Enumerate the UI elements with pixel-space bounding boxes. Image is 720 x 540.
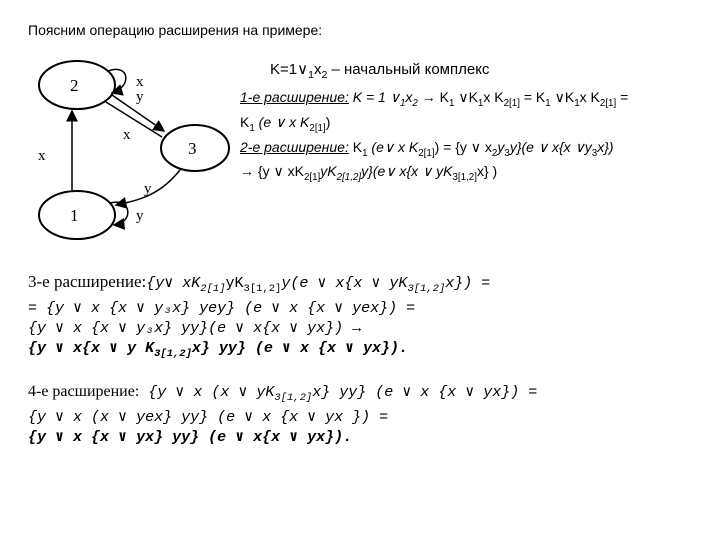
edge-label-loop2-y: y	[136, 89, 144, 105]
edge-label-3-1: y	[144, 181, 152, 197]
state-graph	[30, 55, 230, 250]
ext3-line4: {y ∨ x{x ∨ y $K_{3[1,2]}x$} yy} (e ∨ x {x ∨ yx}).	[28, 340, 408, 360]
ext4-line3: {y ∨ x {x ∨ yx} yy} (e ∨ x{x ∨ yx}).	[28, 429, 353, 446]
edge-label-loop1-y: y	[136, 208, 144, 224]
edge-label-2-3: x	[123, 127, 131, 143]
ext1-line1: 1-е расширение: K = 1 $\vee_1x_2 \to K_1$ $\vee K_1x$ $K_{2[1]} = K_1$ $\vee K_1x$ $K_{2[1]}$ =	[240, 89, 629, 109]
extensions-1-2-block	[240, 88, 628, 187]
edge-2-3-b	[106, 102, 162, 137]
extension-4-block	[28, 382, 537, 448]
ext4-line2: {y ∨ x (x ∨ yex} yy} (e ∨ x {x ∨ yx }) =	[28, 409, 389, 426]
edge-label-loop2-x: x	[136, 74, 144, 90]
intro-text: Поясним операцию расширения на примере:	[28, 22, 323, 38]
edge-label-1-2: x	[38, 148, 46, 164]
graph-diagram	[30, 55, 230, 245]
ext1-line2: $K_1$ (e ∨ x $K_{2[1]}$)	[240, 113, 331, 134]
initial-complex-line: $K=1\vee_1x_2$ – начальный комплекс	[270, 61, 490, 81]
ext4-line1: 4-е расширение: {y ∨ x (x ∨ $yK_{3[1,2]}x$} yy} (e ∨ x {x ∨ yx}) =	[28, 383, 538, 404]
node-1-label: 1	[70, 206, 79, 225]
extension-3-block	[28, 272, 490, 364]
node-3-label: 3	[188, 139, 197, 158]
ext3-line3: {y ∨ x {x ∨ y₃x} yy}(e ∨ x{x ∨ yx}) →	[28, 320, 362, 337]
ext3-line1: 3-е расширение:{y∨ $xK_{2[1]}yK_{3[1,2]}y(e$ ∨ x{x ∨ $yK_{3[1,2]}x$}) =	[28, 272, 491, 295]
ext2-line1: 2-е расширение: $K_1$ (e∨ x $K_{2[1]}) = \{y$ ∨ $x_2y_3y\}(e$ ∨ x{x $\vee y_3x$})	[240, 138, 614, 159]
ext3-line2: = {y ∨ x {x ∨ y₃x} yey} (e ∨ x {x ∨ yex}) =	[28, 300, 416, 317]
ext2-line2: → {y ∨ $xK_{2[1]}yK_{2[1,2]}y\}(e\vee$ x{x ∨ $yK_{3[1,2]}x$} )	[240, 163, 498, 184]
node-2-label: 2	[70, 76, 79, 95]
